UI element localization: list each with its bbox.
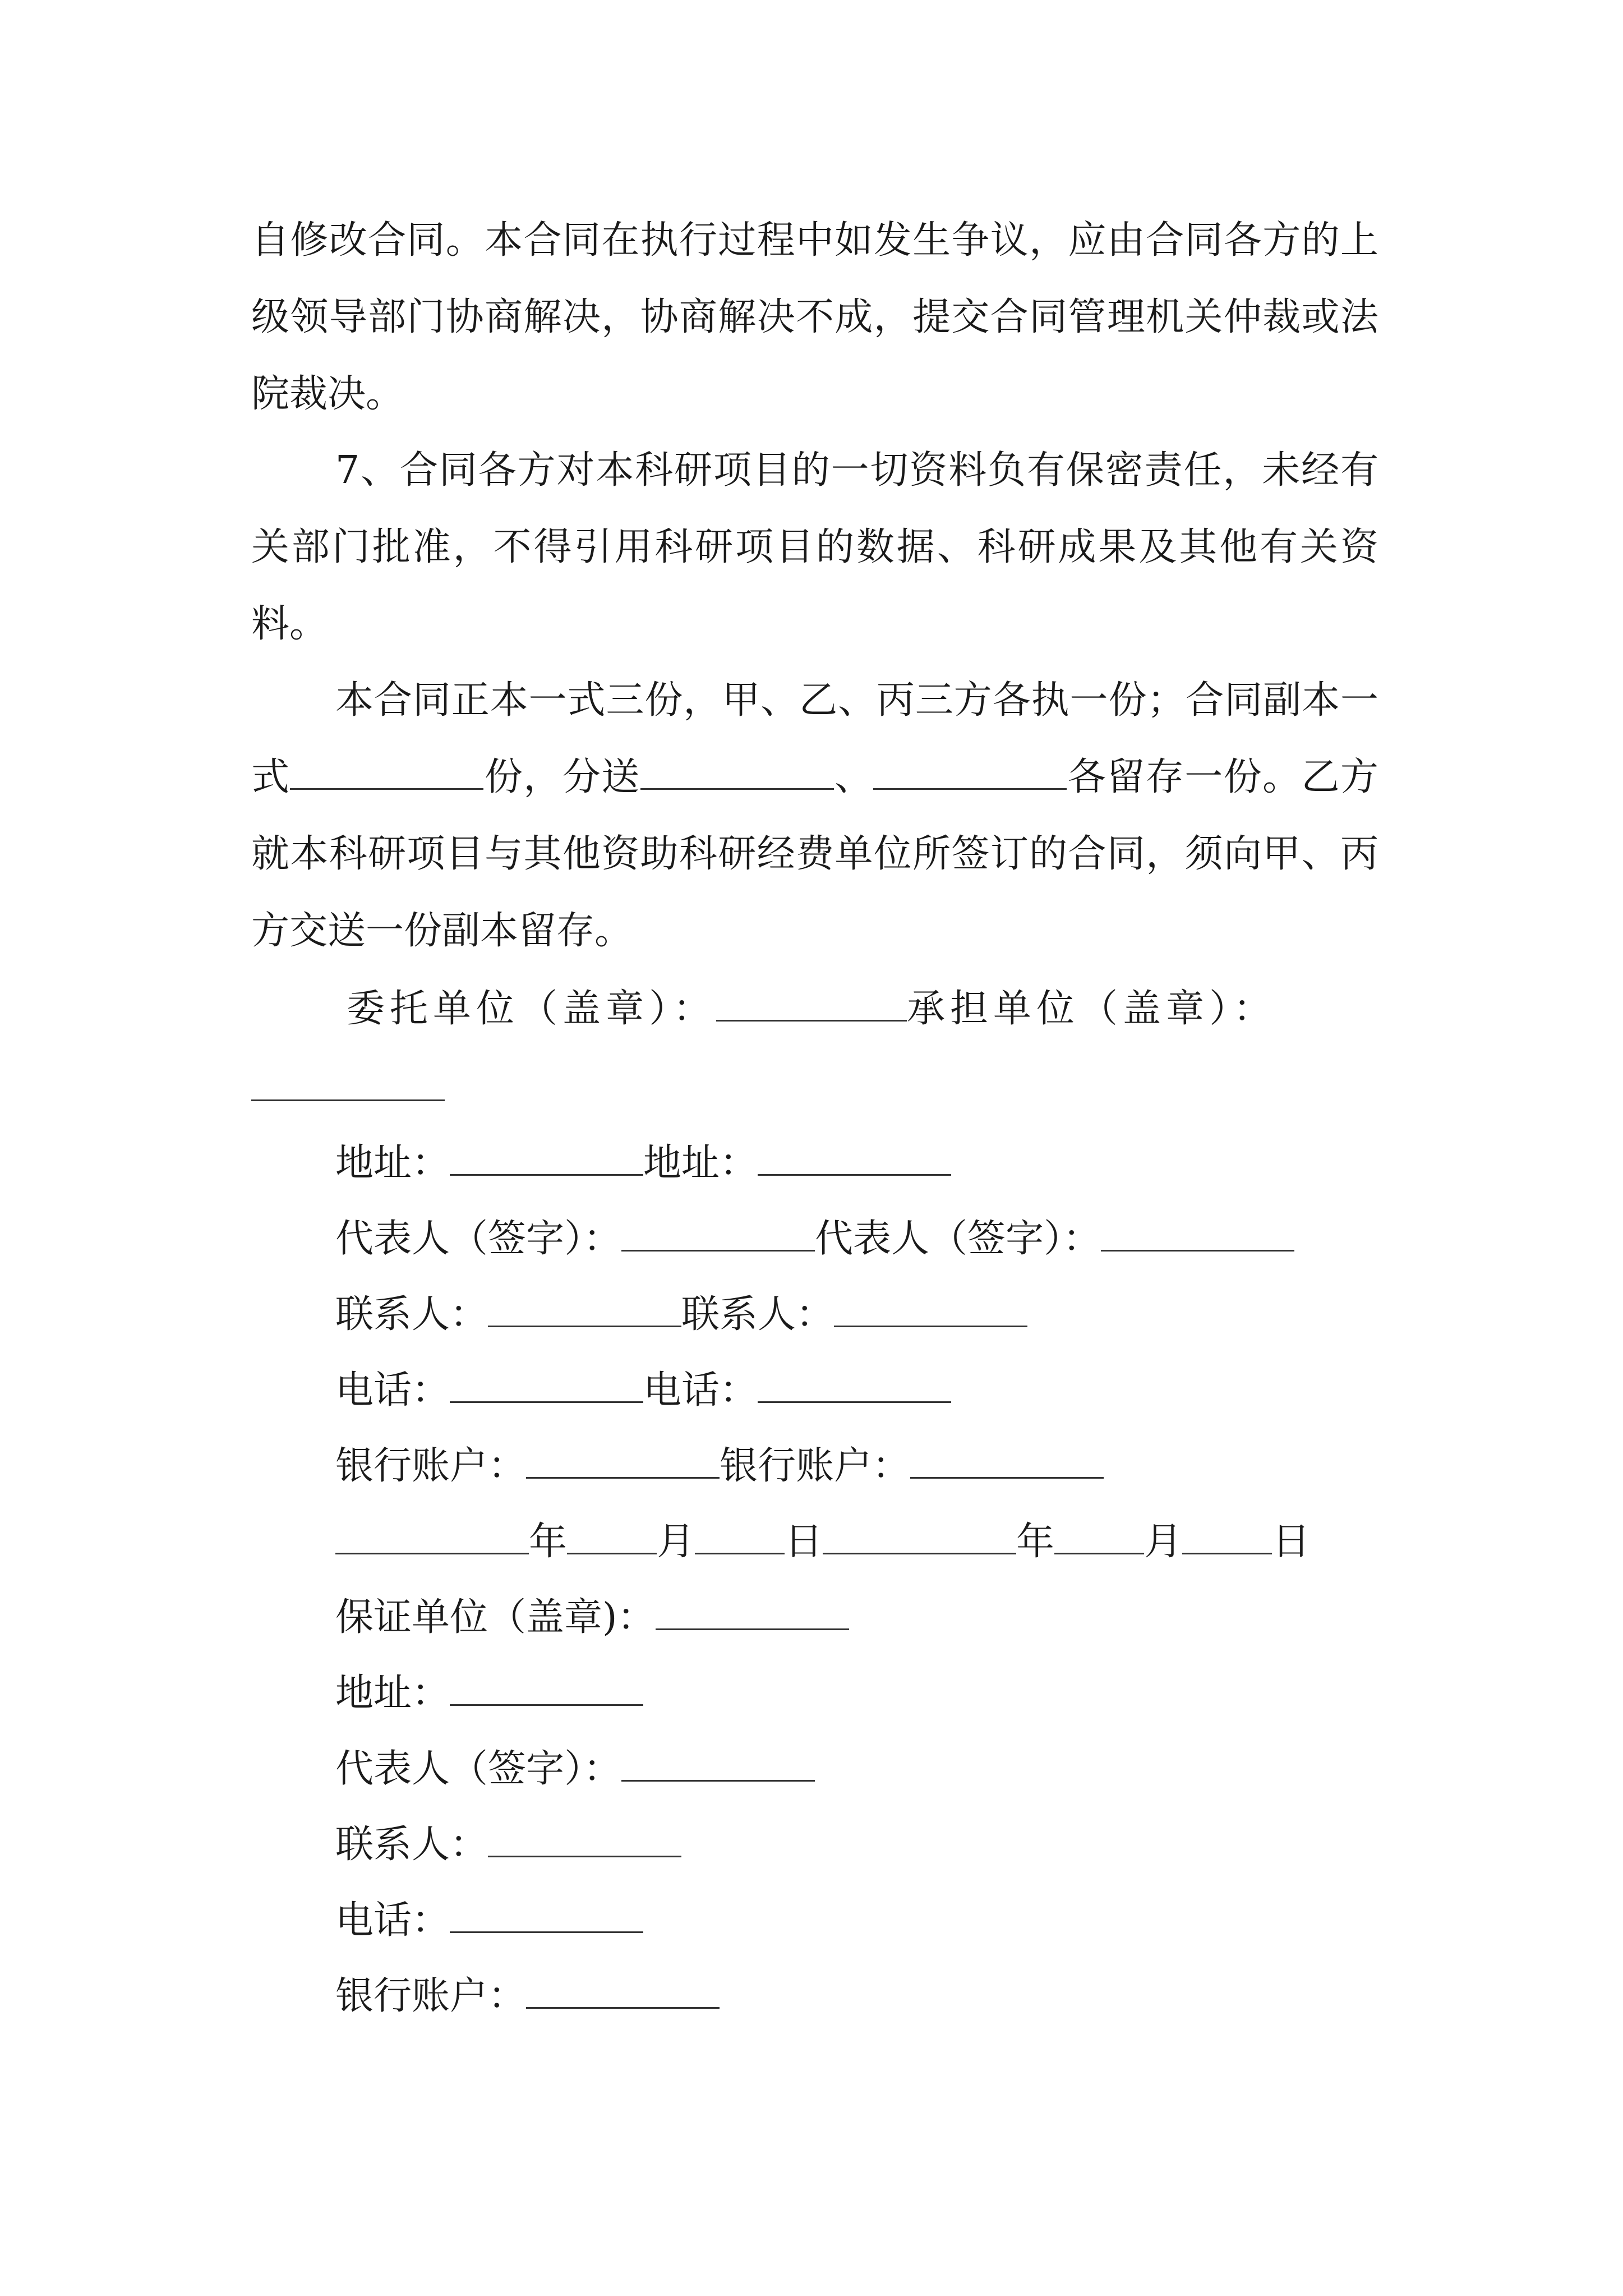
representative-label-2: 代表人（签字）： — [815, 1217, 1101, 1261]
copies-text-a: 本合同正本一式三份，甲、乙、丙三方各执一份；合同副本一式 — [251, 678, 1378, 799]
principal-representative-blank[interactable] — [621, 1216, 815, 1251]
representative-line — [335, 1200, 1294, 1277]
undertaker-day-blank[interactable] — [1182, 1519, 1272, 1554]
guarantor-representative-blank[interactable] — [621, 1746, 815, 1782]
undertaker-label: 承担单位（盖章）： — [907, 987, 1277, 1031]
signature-units-line — [347, 970, 1276, 1047]
bank-label-1: 银行账户： — [335, 1444, 527, 1488]
copies-text-b: 份，分送 — [483, 755, 640, 799]
bank-label-2: 银行账户： — [720, 1444, 911, 1488]
undertaker-year-blank[interactable] — [823, 1519, 1016, 1554]
day-label-2: 日 — [1272, 1520, 1311, 1564]
contact-line — [335, 1276, 1027, 1353]
copies-count-blank[interactable] — [290, 754, 483, 790]
principal-day-blank[interactable] — [695, 1519, 785, 1554]
paragraph-copies — [251, 662, 1378, 969]
guarantor-representative-label: 代表人（签字）： — [335, 1747, 622, 1791]
recipient-1-blank[interactable] — [640, 754, 834, 790]
principal-phone-blank[interactable] — [450, 1368, 643, 1403]
phone-label-1: 电话： — [335, 1368, 450, 1412]
guarantor-contact-blank[interactable] — [488, 1822, 681, 1857]
principal-address-blank[interactable] — [450, 1140, 643, 1176]
recipient-2-blank[interactable] — [873, 754, 1067, 790]
guarantor-bank-label: 银行账户： — [335, 1974, 527, 2018]
paragraph-dispute-resolution: 自修改合同。本合同在执行过程中如发生争议，应由合同各方的上级领导部门协商解决，协商解决不成，提交合同管理机关仲裁或法院裁决。 — [251, 218, 1378, 416]
copies-text-d: 各留存一份。乙方就本科研项目与其他资助科研经费单位所签订的合同，须向甲、丙方交送一份副本留存。 — [251, 755, 1378, 953]
guarantor-address-blank[interactable] — [450, 1671, 643, 1706]
principal-seal-blank[interactable] — [716, 986, 907, 1022]
principal-label: 委托单位（盖章）： — [347, 987, 717, 1031]
bank-line — [335, 1428, 1104, 1504]
undertaker-representative-blank[interactable] — [1101, 1216, 1294, 1251]
principal-month-blank[interactable] — [567, 1519, 657, 1554]
undertaker-address-blank[interactable] — [758, 1140, 951, 1176]
principal-contact-blank[interactable] — [488, 1292, 681, 1327]
undertaker-month-blank[interactable] — [1054, 1519, 1144, 1554]
guarantor-bank-blank[interactable] — [526, 1973, 720, 2009]
date-line — [335, 1503, 1310, 1580]
paragraph-confidentiality: 7、合同各方对本科研项目的一切资料负有保密责任，未经有关部门批准，不得引用科研项目的数据、科研成果及其他有关资料。 — [251, 448, 1378, 646]
guarantor-phone-blank[interactable] — [450, 1898, 643, 1933]
day-label-1: 日 — [785, 1520, 823, 1564]
undertaker-bank-blank[interactable] — [910, 1443, 1104, 1479]
address-label-1: 地址： — [335, 1141, 450, 1185]
year-label-1: 年 — [529, 1520, 568, 1564]
principal-year-blank[interactable] — [335, 1519, 529, 1554]
guarantor-bank-line — [335, 1958, 720, 2035]
principal-bank-blank[interactable] — [526, 1443, 720, 1479]
guarantor-contact-line — [335, 1806, 681, 1883]
year-label-2: 年 — [1016, 1520, 1055, 1564]
address-label-2: 地址： — [643, 1141, 758, 1185]
guarantor-label: 保证单位（盖章)： — [335, 1595, 656, 1640]
guarantor-phone-line — [335, 1882, 643, 1959]
undertaker-phone-blank[interactable] — [758, 1368, 951, 1403]
undertaker-seal-blank[interactable] — [251, 1055, 445, 1101]
month-label-1: 月 — [657, 1520, 695, 1564]
guarantor-representative-line — [335, 1731, 815, 1807]
guarantor-address-label: 地址： — [335, 1671, 450, 1715]
copies-text-c: 、 — [833, 755, 874, 799]
undertaker-contact-blank[interactable] — [834, 1292, 1027, 1327]
month-label-2: 月 — [1144, 1520, 1183, 1564]
guarantor-line — [335, 1579, 849, 1656]
contact-label-2: 联系人： — [681, 1292, 834, 1337]
guarantor-contact-label: 联系人： — [335, 1823, 488, 1867]
contact-label-1: 联系人： — [335, 1292, 488, 1337]
guarantor-seal-blank[interactable] — [656, 1595, 849, 1630]
phone-label-2: 电话： — [643, 1368, 758, 1412]
representative-label-1: 代表人（签字）： — [335, 1217, 622, 1261]
guarantor-address-line — [335, 1655, 643, 1732]
phone-line — [335, 1352, 951, 1429]
address-line — [335, 1125, 951, 1202]
guarantor-phone-label: 电话： — [335, 1898, 450, 1943]
